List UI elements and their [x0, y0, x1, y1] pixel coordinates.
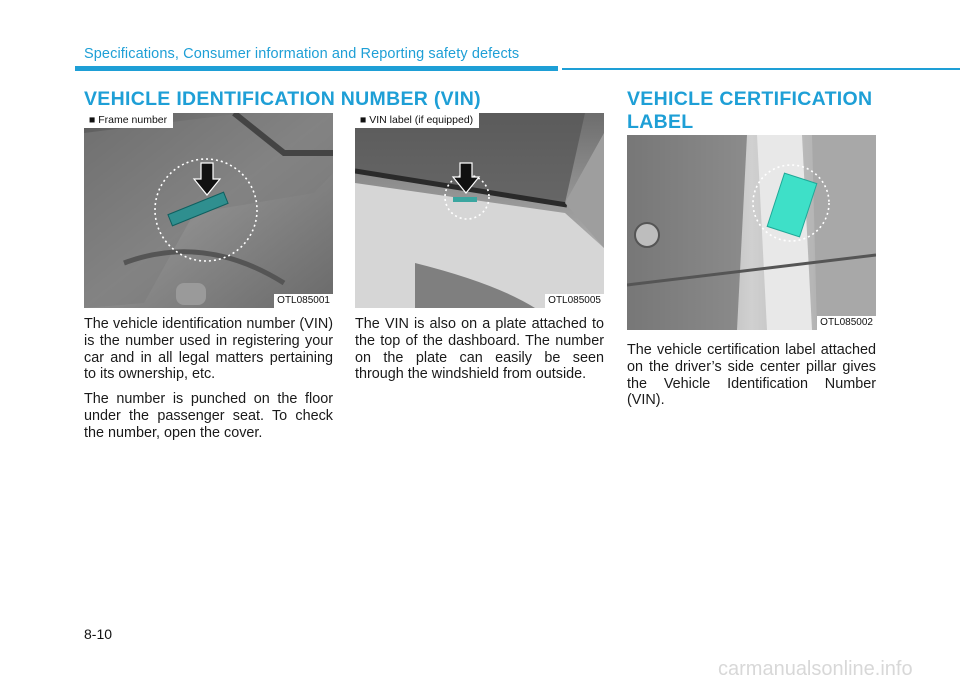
dashboard-vin-figure [355, 113, 604, 308]
paragraph: The number is punched on the floor under the passenger seat. To check the number, open the cover. [84, 391, 333, 441]
frame-number-illustration [84, 113, 333, 308]
figure-code: OTL085005 [545, 294, 604, 308]
vin-plate [453, 197, 477, 202]
header-bar [75, 66, 558, 71]
watermark: carmanualsonline.info [718, 658, 913, 680]
running-header: Specifications, Consumer information and Reporting safety defects [84, 46, 520, 62]
page-number: 8-10 [84, 626, 113, 642]
pillar-illustration [627, 135, 876, 330]
section-title-line: VEHICLE CERTIFICATION [627, 88, 873, 110]
pillar-label-figure [627, 135, 876, 330]
section-title-line: LABEL [627, 111, 694, 133]
section-title-vin: VEHICLE IDENTIFICATION NUMBER (VIN) [84, 88, 481, 110]
section-title-certification [627, 88, 872, 134]
dashboard-illustration [355, 113, 604, 308]
frame-number-figure [84, 113, 333, 308]
figure-code: OTL085001 [274, 294, 333, 308]
paragraph: The vehicle identification number (VIN) is the number used in registering your car and in all legal matters pertaining to its ownership, etc. [84, 316, 333, 383]
figure-code: OTL085002 [817, 316, 876, 330]
figure-caption-tag: ■ Frame number [84, 113, 173, 128]
header-rule [562, 68, 960, 70]
paragraph: The VIN is also on a plate attached to the top of the dashboard. The number on the plate can easily be seen through the windshield from outside. [355, 316, 604, 383]
figure-caption-tag: ■ VIN label (if equipped) [355, 113, 479, 128]
paragraph: The vehicle certification label attached on the driver’s side center pillar gives the Vehicle Identification Number (VIN). [627, 342, 876, 409]
